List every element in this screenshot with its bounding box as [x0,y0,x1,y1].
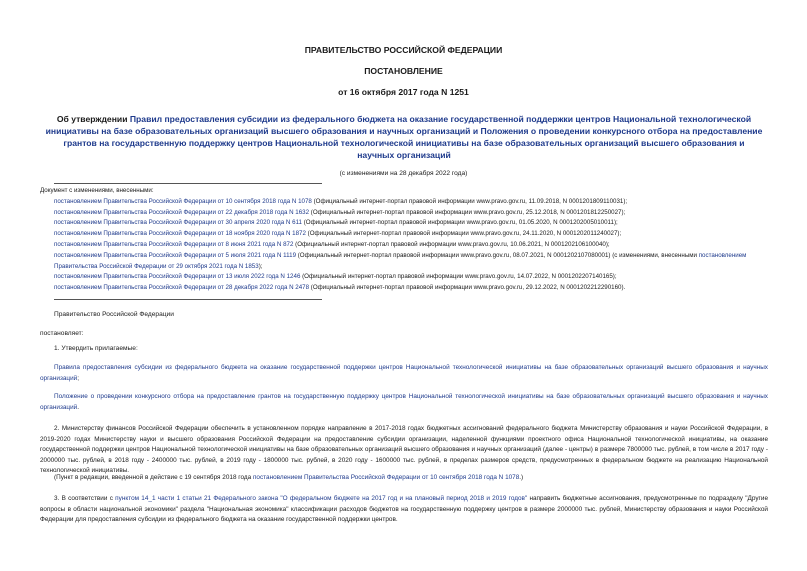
clause-1: 1. Утвердить прилагаемые: [54,345,138,352]
title-link[interactable]: Правил предоставления субсидии из федерального бюджета на оказание государственной поддержки центров Национальной технологической инициативы на базе образовательных организаций высшего образования и научных организаций и Положения о проведении конкурсного отбора на предоставление грантов на государственную поддержку центров Национальной технологической инициативы на базе образовательных организаций высшего образования и научных организаций [45,114,763,160]
amendment-link[interactable]: постановлением Правительства Российской Федерации от 10 сентября 2018 года N 1078 [54,197,312,205]
amendment-link[interactable]: постановлением Правительства Российской Федерации от 8 июня 2021 года N 872 [54,240,294,248]
divider-top [54,183,322,184]
rules-item [40,363,768,384]
amendment-link[interactable]: постановлением Правительства Российской Федерации от 18 ноября 2020 года N 1872 [54,230,306,238]
amendment-link[interactable]: постановлением Правительства Российской Федерации от 30 апреля 2020 года N 611 [54,219,302,227]
amendment-link[interactable]: постановлением Правительства Российской Федерации от 13 июля 2022 года N 1246 [54,273,301,281]
document-type: ПОСТАНОВЛЕНИЕ [364,66,443,76]
amendment-link[interactable]: постановлением Правительства Российской Федерации от 22 декабря 2018 года N 1632 [54,208,310,216]
resolves-word: постановляет: [40,330,84,337]
amendment-source: (Официальный интернет-портал правовой информации www.pravo.gov.ru, 24.11.2020, N 0001202011240027); [305,230,622,238]
amendments-list [40,186,780,294]
amendment-source: (Официальный интернет-портал правовой информации www.pravo.gov.ru, 08.07.2021, N 0001202107080001) (с изменениями, внесенными [296,251,699,259]
note-prefix: (Пункт в редакции, введенной в действие с 19 сентября 2018 года [54,474,253,481]
amendment-source: (Официальный интернет-портал правовой информации www.pravo.gov.ru, 25.12.2018, N 0001201812250027); [309,208,626,216]
list-item [40,272,780,283]
clause-3 [40,494,768,526]
rules-link[interactable]: Правила предоставления субсидии из федерального бюджета на оказание государственной поддержки центров Национальной технологической инициативы на базе образовательных организаций высшего образования и научных организаций [40,364,768,382]
regulation-item [40,392,768,413]
amendment-source: (Официальный интернет-портал правовой информации www.pravo.gov.ru, 14.07.2022, N 0001202207140165); [300,273,617,281]
amendment-link[interactable]: постановлением Правительства Российской Федерации от 5 июля 2021 года N 1119 [54,251,297,259]
divider-bottom [54,299,322,300]
amendment-link[interactable]: постановлением Правительства Российской Федерации от 28 декабря 2022 года N 2478 [54,284,310,292]
list-item [40,218,780,229]
list-item [40,251,780,273]
clause-3-law-link[interactable]: пунктом 14_1 части 1 статьи 21 Федерального закона "О федеральном бюджете на 2017 год и на плановый период 2018 и 2019 годов" [115,495,528,502]
amendment-source: (Официальный интернет-портал правовой информации www.pravo.gov.ru, 29.12.2022, N 0001202212290160). [309,284,626,292]
list-item [40,229,780,240]
list-item [40,208,780,219]
amendment-source: (Официальный интернет-портал правовой информации www.pravo.gov.ru, 01.05.2020, N 0001202005010011); [302,219,618,227]
amendment-link-secondary[interactable]: постановлением Правительства Российской Федерации от 29 октября 2021 года N 1853 [54,251,747,270]
document-title [44,113,764,161]
amendment-tail: ); [258,262,263,270]
list-item [40,197,780,208]
amendment-source: (Официальный интернет-портал правовой информации www.pravo.gov.ru, 10.06.2021, N 0001202106100040); [293,240,610,248]
clause-2: 2. Министерству финансов Российской Федерации обеспечить в установленном порядке направление в 2017-2018 годах бюджетных ассигнований федерального бюджета Министерству образования и науки Российской Федерации, в 2019-2020 годах Министерству науки и высшего образования Российской Федерации на предоставление субсидии организации, наделенной функциями проектного офиса Национальной технологической инициативы, на оказание государственной поддержки центров Национальной технологической инициативы на базе образовательных организаций высшего образования и научных организаций (далее - центры) в размере 7800000 тыс. рублей, в том числе в 2017 году - 2000000 тыс. рублей, в 2018 году - 2400000 тыс. рублей, в 2019 году - 1800000 тыс. рублей, в 2020 году - 1600000 тыс. рублей, в пределах размеров средств, предусмотренных в федеральном бюджете на реализацию Национальной технологической инициативы. [40,425,768,475]
edition-note: (с изменениями на 28 декабря 2022 года) [339,170,468,177]
list-item [40,283,780,294]
amendments-intro: Документ с изменениями, внесенными: [40,187,154,194]
clause-3-rest: направить бюджетные ассигнования, предусмотренные по подразделу "Другие вопросы в области национальной экономики" раздела "Национальная экономика" классификации расходов бюджетов на государственную поддержку центров в размере 2000000 тыс. рублей, Министерству образования и науки Российской Федерации для предоставления субсидии из федерального бюджета на оказание государственной поддержки центров. [40,495,768,524]
government-subject: Правительство Российской Федерации [54,311,174,318]
list-item [40,240,780,251]
note-tail: .) [519,474,524,481]
title-prefix: Об утверждении [56,114,130,124]
amendment-source: (Официальный интернет-портал правовой информации www.pravo.gov.ru, 11.09.2018, N 0001201809110031); [311,197,628,205]
clause-3-prefix: 3. В соответствии с [54,495,116,502]
note-link[interactable]: постановлением Правительства Российской Федерации от 10 сентября 2018 года N 1078 [252,474,520,481]
rules-tail: ; [77,374,80,382]
document-date-number: от 16 октября 2017 года N 1251 [338,87,469,97]
clause-2-note [54,474,523,481]
regulation-tail: . [77,403,80,411]
regulation-link[interactable]: Положение о проведении конкурсного отбора на предоставление грантов на государственную поддержку центров Национальной технологической инициативы на базе образовательных организаций высшего образования и научных организаций [40,393,768,411]
government-heading: ПРАВИТЕЛЬСТВО РОССИЙСКОЙ ФЕДЕРАЦИИ [304,45,503,55]
